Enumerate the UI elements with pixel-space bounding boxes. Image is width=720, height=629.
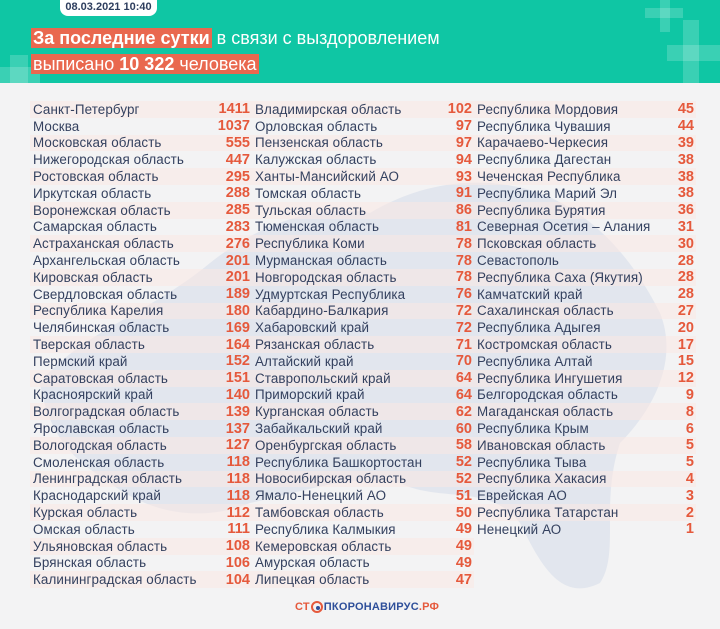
region-name: Ненецкий АО bbox=[477, 521, 562, 537]
recovered-count: 164 bbox=[225, 336, 250, 353]
recovered-count: 118 bbox=[226, 487, 250, 504]
table-row bbox=[474, 101, 696, 118]
regions-column-2 bbox=[252, 101, 474, 588]
recovered-count: 104 bbox=[225, 571, 250, 588]
table-row bbox=[252, 168, 474, 185]
table-row bbox=[252, 504, 474, 521]
table-row bbox=[30, 454, 252, 471]
table-row bbox=[252, 370, 474, 387]
region-name: Ханты-Мансийский АО bbox=[255, 169, 399, 185]
region-name: Вологодская область bbox=[33, 437, 167, 453]
table-row bbox=[30, 471, 252, 488]
region-name: Волгоградская область bbox=[33, 404, 180, 420]
recovered-count: 12 bbox=[677, 370, 694, 387]
recovered-count: 52 bbox=[455, 470, 472, 487]
recovered-count: 64 bbox=[455, 386, 472, 403]
region-name: Омская область bbox=[33, 521, 135, 537]
region-name: Республика Дагестан bbox=[477, 152, 612, 168]
region-name: Республика Татарстан bbox=[477, 505, 619, 521]
recovered-count: 97 bbox=[455, 134, 472, 151]
date-timestamp: 08.03.2021 10:40 bbox=[60, 0, 157, 16]
recovered-count: 50 bbox=[455, 504, 472, 521]
recovered-count: 288 bbox=[225, 185, 250, 202]
recovered-count: 47 bbox=[455, 571, 472, 588]
table-row bbox=[474, 387, 696, 404]
table-row bbox=[252, 571, 474, 588]
table-row bbox=[30, 387, 252, 404]
table-row bbox=[474, 403, 696, 420]
table-row bbox=[474, 504, 696, 521]
recovered-count: 38 bbox=[677, 151, 694, 168]
region-name: Еврейская АО bbox=[477, 488, 567, 504]
recovered-count: 72 bbox=[455, 302, 472, 319]
recovered-count: 140 bbox=[225, 386, 250, 403]
recovered-count: 9 bbox=[685, 386, 694, 403]
recovered-count: 1 bbox=[685, 521, 694, 538]
region-name: Республика Марий Эл bbox=[477, 185, 618, 201]
table-row bbox=[474, 185, 696, 202]
region-name: Иркутская область bbox=[33, 185, 152, 201]
region-name: Тульская область bbox=[255, 202, 367, 218]
recovered-count: 151 bbox=[225, 370, 250, 387]
recovered-count: 38 bbox=[677, 168, 694, 185]
table-row bbox=[30, 319, 252, 336]
logo-text-2: ПКОРОНАВИРУС bbox=[323, 601, 419, 613]
recovered-count: 27 bbox=[677, 302, 694, 319]
table-row bbox=[474, 269, 696, 286]
region-name: Челябинская область bbox=[33, 320, 170, 336]
region-name: Северная Осетия – Алания bbox=[477, 219, 651, 235]
region-name: Республика Тыва bbox=[477, 454, 587, 470]
logo-text-3: .РФ bbox=[418, 601, 440, 613]
table-row bbox=[30, 269, 252, 286]
table-row bbox=[252, 437, 474, 454]
headline-prefix: выписано bbox=[33, 54, 115, 74]
region-name: Амурская область bbox=[255, 555, 370, 571]
region-name: Калужская область bbox=[255, 152, 377, 168]
table-row bbox=[474, 252, 696, 269]
table-row bbox=[252, 403, 474, 420]
table-row bbox=[252, 336, 474, 353]
table-row bbox=[252, 235, 474, 252]
region-name: Оренбургская область bbox=[255, 437, 397, 453]
table-row bbox=[474, 118, 696, 135]
region-name: Тюменская область bbox=[255, 219, 380, 235]
table-row bbox=[30, 487, 252, 504]
table-row bbox=[474, 353, 696, 370]
headline-suffix: человека bbox=[179, 54, 257, 74]
table-row bbox=[252, 319, 474, 336]
region-name: Владимирская область bbox=[255, 101, 402, 117]
table-row bbox=[252, 555, 474, 572]
recovered-count: 52 bbox=[455, 454, 472, 471]
recovered-count: 118 bbox=[226, 454, 250, 471]
table-row bbox=[252, 538, 474, 555]
recovered-count: 93 bbox=[455, 168, 472, 185]
table-row bbox=[30, 403, 252, 420]
recovered-count: 283 bbox=[225, 218, 250, 235]
recovered-count: 51 bbox=[455, 487, 472, 504]
recovered-count: 108 bbox=[225, 538, 250, 555]
table-row bbox=[30, 185, 252, 202]
table-row bbox=[474, 151, 696, 168]
region-name: Ивановская область bbox=[477, 437, 606, 453]
recovered-count: 201 bbox=[225, 252, 250, 269]
table-row bbox=[474, 336, 696, 353]
table-row bbox=[30, 571, 252, 588]
table-row bbox=[474, 454, 696, 471]
recovered-count: 28 bbox=[677, 269, 694, 286]
recovered-count: 78 bbox=[455, 269, 472, 286]
region-name: Курская область bbox=[33, 505, 138, 521]
region-name: Удмуртская Республика bbox=[255, 286, 406, 302]
region-name: Новосибирская область bbox=[255, 471, 407, 487]
recovered-count: 30 bbox=[677, 235, 694, 252]
recovered-count: 169 bbox=[225, 319, 250, 336]
table-row bbox=[252, 252, 474, 269]
recovered-count: 31 bbox=[677, 218, 694, 235]
recovered-count: 189 bbox=[225, 286, 250, 303]
region-name: Ставропольский край bbox=[255, 370, 391, 386]
region-name: Республика Адыгея bbox=[477, 320, 601, 336]
region-name: Чеченская Республика bbox=[477, 169, 621, 185]
table-row bbox=[474, 219, 696, 236]
table-row bbox=[252, 202, 474, 219]
region-name: Республика Мордовия bbox=[477, 101, 619, 117]
table-row bbox=[474, 303, 696, 320]
region-name: Воронежская область bbox=[33, 202, 171, 218]
table-row bbox=[252, 487, 474, 504]
recovered-count: 39 bbox=[677, 134, 694, 151]
recovered-count: 276 bbox=[225, 235, 250, 252]
region-name: Липецкая область bbox=[255, 572, 370, 588]
region-name: Ямало-Ненецкий АО bbox=[255, 488, 387, 504]
table-row bbox=[30, 101, 252, 118]
recovered-count: 49 bbox=[455, 554, 472, 571]
table-row bbox=[252, 387, 474, 404]
region-name: Краснодарский край bbox=[33, 488, 161, 504]
headline-line-2 bbox=[31, 52, 259, 76]
table-row bbox=[474, 135, 696, 152]
region-name: Сахалинская область bbox=[477, 303, 614, 319]
table-row bbox=[30, 521, 252, 538]
plus-decoration-icon bbox=[645, 8, 683, 18]
recovered-count: 86 bbox=[455, 202, 472, 219]
recovered-count: 62 bbox=[455, 403, 472, 420]
region-name: Приморский край bbox=[255, 387, 365, 403]
table-row bbox=[474, 420, 696, 437]
region-name: Костромская область bbox=[477, 337, 612, 353]
headline-rest: в связи с выздоровлением bbox=[216, 28, 440, 48]
recovered-count: 285 bbox=[225, 202, 250, 219]
table-row bbox=[30, 219, 252, 236]
table-row bbox=[474, 471, 696, 488]
region-name: Саратовская область bbox=[33, 370, 169, 386]
recovered-count: 36 bbox=[677, 202, 694, 219]
region-name: Курганская область bbox=[255, 404, 379, 420]
region-name: Республика Бурятия bbox=[477, 202, 606, 218]
regions-column-1 bbox=[30, 101, 252, 588]
recovered-count: 295 bbox=[225, 168, 250, 185]
recovered-total: 10 322 bbox=[119, 54, 175, 74]
table-row bbox=[30, 286, 252, 303]
recovered-count: 49 bbox=[455, 521, 472, 538]
table-row bbox=[252, 101, 474, 118]
table-row bbox=[474, 370, 696, 387]
table-row bbox=[252, 471, 474, 488]
recovered-count: 201 bbox=[225, 269, 250, 286]
headline-line-1 bbox=[31, 26, 440, 50]
recovered-count: 5 bbox=[685, 454, 694, 471]
table-row bbox=[252, 353, 474, 370]
table-row bbox=[30, 252, 252, 269]
table-row bbox=[252, 303, 474, 320]
region-name: Республика Саха (Якутия) bbox=[477, 269, 643, 285]
recovered-count: 78 bbox=[455, 235, 472, 252]
region-name: Ростовская область bbox=[33, 169, 159, 185]
table-row bbox=[30, 555, 252, 572]
table-row bbox=[30, 118, 252, 135]
recovered-count: 97 bbox=[455, 118, 472, 135]
table-row bbox=[252, 219, 474, 236]
recovered-count: 2 bbox=[685, 504, 694, 521]
region-name: Кабардино-Балкария bbox=[255, 303, 389, 319]
table-row bbox=[474, 437, 696, 454]
stopcoronavirus-logo bbox=[295, 601, 439, 613]
recovered-count: 15 bbox=[677, 353, 694, 370]
table-row bbox=[30, 303, 252, 320]
table-row bbox=[474, 319, 696, 336]
region-name: Республика Коми bbox=[255, 236, 365, 252]
region-name: Ленинградская область bbox=[33, 471, 183, 487]
table-row bbox=[474, 168, 696, 185]
region-name: Свердловская область bbox=[33, 286, 178, 302]
table-row bbox=[30, 504, 252, 521]
region-name: Тамбовская область bbox=[255, 505, 384, 521]
recovered-count: 28 bbox=[677, 252, 694, 269]
recovered-count: 118 bbox=[226, 470, 250, 487]
region-name: Тверская область bbox=[33, 337, 145, 353]
recovered-count: 139 bbox=[225, 403, 250, 420]
region-name: Архангельская область bbox=[33, 253, 180, 269]
recovered-count: 38 bbox=[677, 185, 694, 202]
region-name: Псковская область bbox=[477, 236, 597, 252]
region-name: Республика Карелия bbox=[33, 303, 164, 319]
region-name: Московская область bbox=[33, 135, 162, 151]
region-name: Севастополь bbox=[477, 253, 559, 269]
virus-icon bbox=[311, 601, 323, 613]
table-row bbox=[30, 151, 252, 168]
region-name: Пермский край bbox=[33, 353, 128, 369]
table-row bbox=[252, 286, 474, 303]
recovered-count: 106 bbox=[225, 554, 250, 571]
region-name: Астраханская область bbox=[33, 236, 174, 252]
table-row bbox=[30, 336, 252, 353]
recovered-count: 1037 bbox=[217, 118, 250, 135]
recovered-count: 49 bbox=[455, 538, 472, 555]
headline-highlight: За последние сутки bbox=[33, 28, 210, 48]
recovered-count: 6 bbox=[685, 420, 694, 437]
recovered-count: 72 bbox=[455, 319, 472, 336]
region-name: Новгородская область bbox=[255, 269, 397, 285]
region-name: Республика Алтай bbox=[477, 353, 593, 369]
region-name: Нижегородская область bbox=[33, 152, 184, 168]
region-name: Республика Чувашия bbox=[477, 118, 611, 134]
table-row bbox=[252, 269, 474, 286]
recovered-count: 44 bbox=[677, 118, 694, 135]
recovered-count: 76 bbox=[455, 286, 472, 303]
plus-decoration-icon bbox=[667, 45, 720, 61]
table-row bbox=[252, 420, 474, 437]
region-name: Томская область bbox=[255, 185, 362, 201]
recovered-count: 112 bbox=[226, 504, 250, 521]
recovered-count: 180 bbox=[225, 302, 250, 319]
table-row bbox=[252, 151, 474, 168]
recovered-count: 81 bbox=[455, 218, 472, 235]
table-row bbox=[30, 420, 252, 437]
region-name: Ульяновская область bbox=[33, 538, 168, 554]
recovered-count: 1411 bbox=[218, 101, 250, 118]
region-name: Брянская область bbox=[33, 555, 147, 571]
table-row bbox=[30, 370, 252, 387]
table-row bbox=[30, 437, 252, 454]
recovered-count: 3 bbox=[685, 487, 694, 504]
recovered-count: 45 bbox=[677, 101, 694, 118]
table-row bbox=[474, 487, 696, 504]
table-row bbox=[30, 538, 252, 555]
recovered-count: 20 bbox=[677, 319, 694, 336]
region-name: Самарская область bbox=[33, 219, 157, 235]
region-name: Москва bbox=[33, 118, 80, 134]
region-name: Республика Крым bbox=[477, 421, 589, 437]
recovered-count: 60 bbox=[455, 420, 472, 437]
recovered-count: 17 bbox=[677, 336, 694, 353]
recovered-count: 71 bbox=[455, 336, 472, 353]
region-name: Кировская область bbox=[33, 269, 153, 285]
recovered-count: 78 bbox=[455, 252, 472, 269]
region-name: Санкт-Петербург bbox=[33, 101, 140, 117]
recovered-count: 4 bbox=[685, 470, 694, 487]
table-row bbox=[30, 235, 252, 252]
recovered-count: 127 bbox=[225, 437, 250, 454]
table-row bbox=[474, 521, 696, 538]
table-row bbox=[30, 168, 252, 185]
recovered-count: 28 bbox=[677, 286, 694, 303]
logo-text-1: СТ bbox=[295, 601, 310, 613]
table-row bbox=[252, 135, 474, 152]
recovered-count: 58 bbox=[455, 437, 472, 454]
region-name: Калининградская область bbox=[33, 572, 197, 588]
table-row bbox=[474, 202, 696, 219]
recovered-count: 152 bbox=[225, 353, 250, 370]
region-name: Хабаровский край bbox=[255, 320, 370, 336]
recovered-count: 70 bbox=[455, 353, 472, 370]
recovered-count: 555 bbox=[225, 134, 250, 151]
region-name: Белгородская область bbox=[477, 387, 618, 403]
region-name: Карачаево-Черкесия bbox=[477, 135, 609, 151]
table-row bbox=[252, 454, 474, 471]
region-name: Республика Хакасия bbox=[477, 471, 607, 487]
region-name: Алтайский край bbox=[255, 353, 354, 369]
region-name: Орловская область bbox=[255, 118, 378, 134]
header-banner bbox=[0, 0, 720, 83]
recovered-count: 447 bbox=[225, 151, 250, 168]
table-row bbox=[474, 235, 696, 252]
recovered-count: 111 bbox=[227, 521, 250, 538]
region-name: Смоленская область bbox=[33, 454, 165, 470]
recovered-count: 137 bbox=[225, 420, 250, 437]
region-name: Рязанская область bbox=[255, 337, 375, 353]
region-name: Красноярский край bbox=[33, 387, 154, 403]
region-name: Забайкальский край bbox=[255, 421, 383, 437]
recovered-count: 8 bbox=[685, 403, 694, 420]
region-name: Пензенская область bbox=[255, 135, 383, 151]
recovered-count: 91 bbox=[455, 185, 472, 202]
regions-column-3 bbox=[474, 101, 696, 588]
region-name: Камчатский край bbox=[477, 286, 583, 302]
table-row bbox=[30, 202, 252, 219]
region-name: Республика Башкортостан bbox=[255, 454, 423, 470]
table-row bbox=[474, 286, 696, 303]
table-row bbox=[252, 521, 474, 538]
recovered-count: 5 bbox=[685, 437, 694, 454]
region-name: Республика Калмыкия bbox=[255, 521, 396, 537]
region-name: Мурманская область bbox=[255, 253, 387, 269]
regions-table bbox=[30, 101, 696, 588]
table-row bbox=[252, 118, 474, 135]
table-row bbox=[30, 135, 252, 152]
region-name: Кемеровская область bbox=[255, 538, 392, 554]
table-row bbox=[252, 185, 474, 202]
table-row bbox=[30, 353, 252, 370]
region-name: Республика Ингушетия bbox=[477, 370, 623, 386]
recovered-count: 94 bbox=[455, 151, 472, 168]
recovered-count: 102 bbox=[447, 101, 472, 118]
region-name: Ярославская область bbox=[33, 421, 170, 437]
recovered-count: 64 bbox=[455, 370, 472, 387]
region-name: Магаданская область bbox=[477, 404, 614, 420]
